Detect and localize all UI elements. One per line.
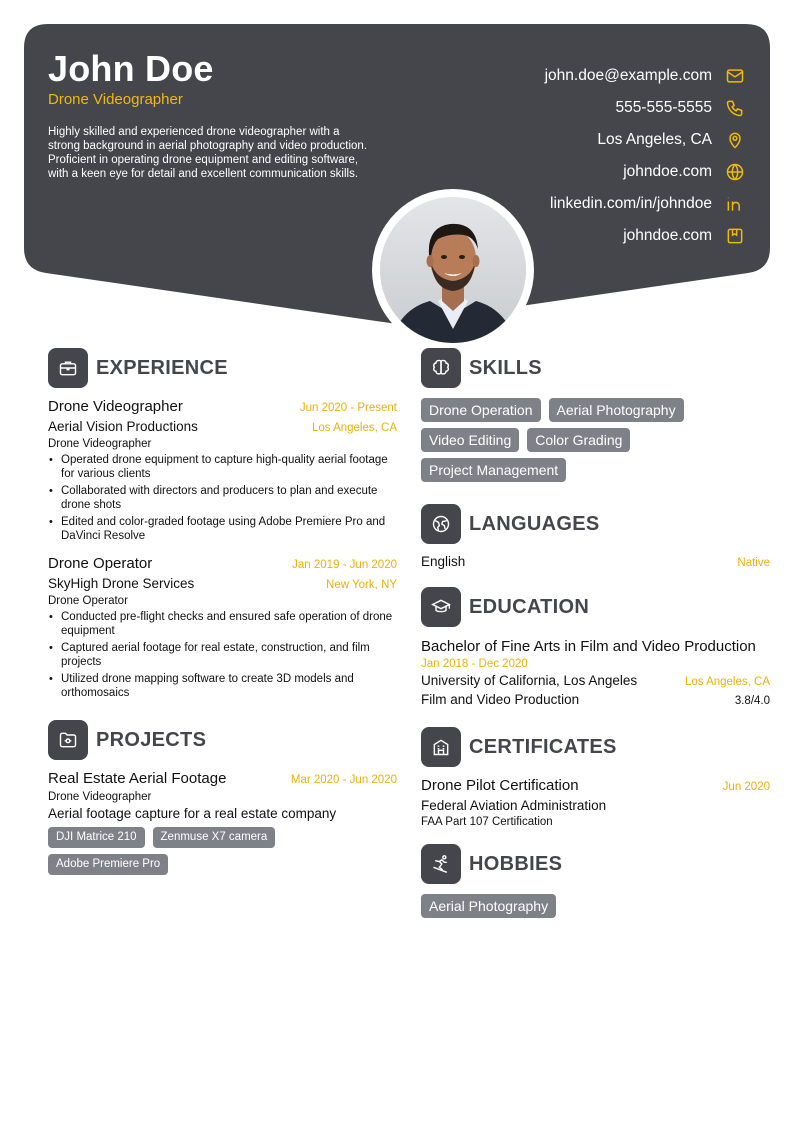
project-title: Real Estate Aerial Footage xyxy=(48,770,227,787)
skills-section-header xyxy=(421,348,770,388)
job-bullets xyxy=(48,611,397,700)
skills-title: SKILLS xyxy=(469,356,542,379)
company-name: Aerial Vision Productions xyxy=(48,419,198,434)
list-item: • Captured aerial footage for real estate, construction, and film projects xyxy=(48,642,397,669)
education-section-header xyxy=(421,587,770,627)
list-item: • Operated drone equipment to capture high-quality aerial footage for various clients xyxy=(48,454,397,481)
hobbies-title: HOBBIES xyxy=(469,852,563,875)
contact-phone-text[interactable]: 555-555-5555 xyxy=(615,99,712,116)
certificate-date: Jun 2020 xyxy=(722,781,770,793)
skill-tag: Drone Operation xyxy=(421,398,541,422)
briefcase-icon xyxy=(48,348,88,388)
job-position: Drone Videographer xyxy=(48,438,152,450)
project-item xyxy=(48,770,397,875)
avatar-frame xyxy=(372,189,534,351)
candidate-role: Drone Videographer xyxy=(48,91,183,108)
school-name: University of California, Los Angeles xyxy=(421,673,638,688)
certificate-name: Drone Pilot Certification xyxy=(421,777,579,794)
company-name: SkyHigh Drone Services xyxy=(48,576,195,591)
experience-item xyxy=(48,398,397,543)
language-name: English xyxy=(421,554,466,569)
experience-item xyxy=(48,555,397,700)
contact-location-text: Los Angeles, CA xyxy=(597,131,712,148)
contact-location xyxy=(410,124,770,156)
education-item xyxy=(421,637,770,707)
skill-tag: Aerial Photography xyxy=(549,398,684,422)
building-icon xyxy=(421,727,461,767)
project-role: Drone Videographer xyxy=(48,791,152,803)
job-location: Los Angeles, CA xyxy=(311,422,397,434)
degree-name: Bachelor of Fine Arts in Film and Video Production xyxy=(421,638,756,655)
hobbies-section-header xyxy=(421,844,770,884)
experience-title: EXPERIENCE xyxy=(96,356,228,379)
education-title: EDUCATION xyxy=(469,595,590,618)
contact-linkedin-text[interactable]: linkedin.com/in/johndoe xyxy=(550,195,712,212)
school-location: Los Angeles, CA xyxy=(684,676,770,688)
job-bullets xyxy=(48,454,397,543)
project-tag: Zenmuse X7 camera xyxy=(153,827,276,848)
project-date: Mar 2020 - Jun 2020 xyxy=(290,774,397,786)
folder-icon xyxy=(48,720,88,760)
certificates-section-header xyxy=(421,727,770,767)
certificates-title: CERTIFICATES xyxy=(469,735,617,758)
contact-email[interactable] xyxy=(410,60,770,92)
hobby-tag: Aerial Photography xyxy=(421,894,556,918)
gpa: 3.8/4.0 xyxy=(734,695,770,707)
certificate-issuer: Federal Aviation Administration xyxy=(421,798,607,813)
project-tags xyxy=(48,827,397,875)
skiing-icon xyxy=(421,844,461,884)
languages-section-header xyxy=(421,504,770,544)
language-level: Native xyxy=(737,557,770,569)
education-date: Jan 2018 - Dec 2020 xyxy=(421,658,528,670)
list-item: • Conducted pre-flight checks and ensured safe operation of drone equipment xyxy=(48,611,397,638)
project-description: Aerial footage capture for a real estate company xyxy=(48,806,337,821)
language-row xyxy=(421,554,770,569)
globe-icon xyxy=(724,161,746,183)
contact-portfolio-text[interactable]: johndoe.com xyxy=(623,227,712,244)
contact-website-text[interactable]: johndoe.com xyxy=(623,163,712,180)
hobby-tags xyxy=(421,894,770,918)
project-tag: Adobe Premiere Pro xyxy=(48,854,168,875)
skill-tag: Video Editing xyxy=(421,428,519,452)
location-pin-icon xyxy=(724,129,746,151)
job-title: Drone Videographer xyxy=(48,398,183,415)
contact-phone[interactable] xyxy=(410,92,770,124)
job-location: New York, NY xyxy=(326,579,397,591)
linkedin-icon xyxy=(724,193,746,215)
projects-title: PROJECTS xyxy=(96,728,207,751)
languages-title: LANGUAGES xyxy=(469,512,600,535)
projects-section-header xyxy=(48,720,397,760)
profile-summary: Highly skilled and experienced drone videographer with a strong background in aerial photography and video production. Proficient in operating drone equipment and editing software, with a keen eye for detail and excellent communication skills. xyxy=(48,126,368,180)
field-of-study: Film and Video Production xyxy=(421,692,580,707)
contact-website[interactable] xyxy=(410,156,770,188)
job-date: Jun 2020 - Present xyxy=(299,402,397,414)
experience-section-header xyxy=(48,348,397,388)
right-column xyxy=(421,348,770,918)
list-item: • Collaborated with directors and producers to plan and execute drone shots xyxy=(48,485,397,512)
candidate-name: John Doe xyxy=(48,48,214,89)
certificate-item xyxy=(421,777,770,828)
phone-icon xyxy=(724,97,746,119)
job-position: Drone Operator xyxy=(48,595,128,607)
language-globe-icon xyxy=(421,504,461,544)
skill-tag: Project Management xyxy=(421,458,566,482)
mail-icon xyxy=(724,65,746,87)
left-column xyxy=(48,348,397,875)
avatar xyxy=(380,197,526,343)
list-item: • Utilized drone mapping software to create 3D models and orthomosaics xyxy=(48,673,397,700)
job-date: Jan 2019 - Jun 2020 xyxy=(292,559,397,571)
skills-tags xyxy=(421,398,691,482)
certificate-detail: FAA Part 107 Certification xyxy=(421,816,553,828)
brain-icon xyxy=(421,348,461,388)
graduation-cap-icon xyxy=(421,587,461,627)
job-title: Drone Operator xyxy=(48,555,153,572)
project-tag: DJI Matrice 210 xyxy=(48,827,145,848)
skill-tag: Color Grading xyxy=(527,428,630,452)
list-item: • Edited and color-graded footage using Adobe Premiere Pro and DaVinci Resolve xyxy=(48,516,397,543)
contact-email-text[interactable]: john.doe@example.com xyxy=(544,67,712,84)
portfolio-icon xyxy=(724,225,746,247)
